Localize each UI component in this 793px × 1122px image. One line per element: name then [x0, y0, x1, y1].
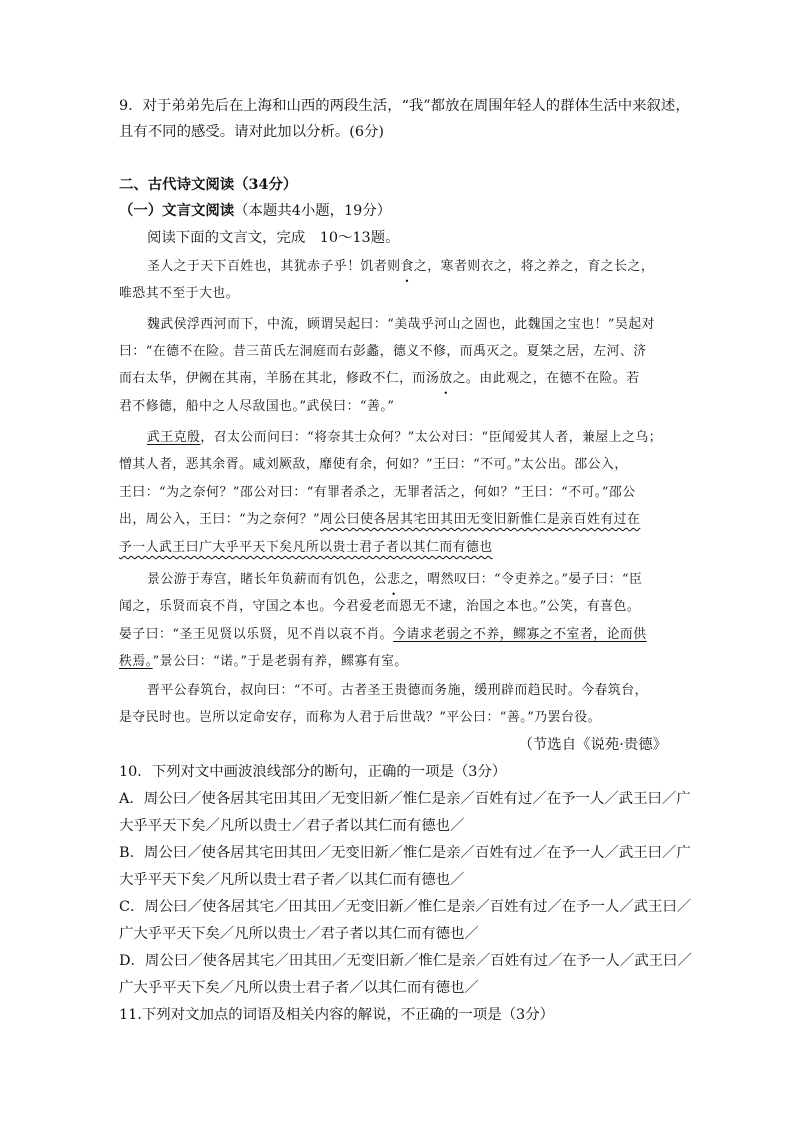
passage-text: 之。由此观之，在德不在险。若: [452, 371, 640, 386]
passage-line: 唯恐其不至于大也。: [119, 286, 240, 301]
passage-text: ”景公曰：“诺。”于是老弱有养，鳏寡有室。: [152, 654, 408, 669]
q10-option-c: 广大乎平天下矣／凡所以贵士／君子者以其仁而有德也／: [119, 926, 479, 942]
dotted-word-bei: 悲: [387, 572, 401, 587]
q10-stem: 10．下列对文中画波浪线部分的断句，正确的一项是（3分）: [119, 764, 507, 780]
passage-line: 王曰：“为之奈何？”邵公对曰：“有罪者杀之，无罪者活之，何如？”王曰：“不可。”邵公: [119, 485, 636, 500]
passage-line: [147, 428, 662, 448]
instruction: 阅读下面的文言文，完成 10～13题。: [147, 230, 400, 246]
passage-line: [119, 625, 647, 645]
passage-line: 闻之，乐贤而哀不肖，守国之本也。今君爱老而恩无不逮，治国之本也。”公笑，有喜色。: [119, 599, 641, 614]
passage-line: [119, 538, 493, 558]
q10-option-b: 大乎平天下矣／凡所以贵士君子者／以其仁而有德也／: [119, 872, 465, 888]
q10-option-c: C．周公曰／使各居其宅／田其田／无变旧新／惟仁是亲／百姓有过／在予一人／武王曰／: [119, 899, 692, 915]
passage-text: 圣人之于天下百姓也，其犹赤子乎！饥者则: [147, 259, 401, 274]
passage-line: 是夺民时也。岂所以定命安存，而称为人君于后世哉？”平公曰：“善。”乃罢台役。: [119, 710, 602, 725]
passage-text: 而右太华，伊阙在其南，羊肠在其北，修政不仁，而汤: [119, 371, 440, 386]
underlined-text: 今请求老弱之不养，鳏寡之不室者，论而供: [393, 627, 647, 642]
q9-line-2: 且有不同的感受。请对此加以分析。(6分): [119, 124, 385, 140]
passage-line: 晋平公春筑台，叔向曰：“不可。古者圣王贵德而务施，缓刑辟而趋民时。今春筑台，: [147, 683, 648, 698]
q10-option-a: A．周公曰／使各居其宅田其田／无变旧新／惟仁是亲／百姓有过／在予一人／武王曰／广: [119, 791, 691, 807]
passage-text: 之，喟然叹曰：“令吏养之。”晏子曰：“臣: [400, 572, 643, 587]
passage-text: 出，周公入，王曰：“为之奈何？”: [119, 512, 321, 527]
underlined-text: 武王克殷: [147, 430, 201, 445]
passage-text: 晏子曰：“圣王见贤以乐贤，见不肖以哀不肖。: [119, 627, 394, 642]
passage-line: [119, 369, 640, 389]
q10-option-a: 大乎平天下矣／凡所以贵士／君子者以其仁而有德也／: [119, 818, 465, 834]
passage-source: （节选自《说苑·贵德》: [518, 737, 667, 753]
q10-option-d: D．周公曰／使各居其宅／田其田／无变旧新／惟仁是亲／百姓有过／在予一人／武王曰／: [119, 953, 692, 969]
passage-text: 景公游于寿宫，睹长年负薪而有饥色，公: [147, 572, 388, 587]
dotted-word-fang: 放: [439, 371, 453, 386]
passage-line: [147, 257, 654, 277]
passage-line: 憎其人者，恶其余胥。咸刘厥敌，靡使有余，何如？”王曰：“不可。”太公出。邵公入，: [119, 457, 628, 472]
passage-text: ，召太公而问曰：“将奈其士众何？”太公对曰：“臣闻爱其人者，兼屋上之乌；: [200, 430, 663, 445]
passage-line: [119, 652, 408, 672]
wavy-underlined-text: 周公曰使各居其宅田其田无变旧新惟仁是亲百姓有过在: [320, 512, 641, 527]
dotted-word-shi: 食: [400, 259, 414, 274]
subsection-title-bold: （一）文言文阅读: [119, 202, 235, 219]
passage-line: 君不修德，船中之人尽敌国也。”武侯曰：“善。”: [119, 399, 395, 414]
q10-option-d: 广大乎平天下矣／凡所以贵士君子者／以其仁而有德也／: [119, 980, 479, 996]
wavy-underlined-text: 予一人武王曰广大乎平天下矣凡所以贵士君子者以其仁而有德也: [119, 540, 493, 555]
q11-stem: 11.下列对文加点的词语及相关内容的解说，不正确的一项是（3分）: [119, 1007, 554, 1023]
passage-line: 曰：“在德不在险。昔三苗氏左洞庭而右彭蠡，德义不修，而禹灭之。夏桀之居，左河、济: [119, 344, 647, 359]
section-title: 二、古代诗文阅读（34分）: [119, 176, 298, 193]
passage-line: [119, 510, 640, 530]
subsection-title-rest: （本题共4小题，19分）: [234, 203, 392, 219]
underlined-text: 秩焉。: [119, 654, 153, 669]
passage-line: 魏武侯浮西河而下，中流，顾谓吴起曰：“美哉乎河山之固也，此魏国之宝也！”吴起对: [147, 317, 656, 332]
passage-line: [147, 570, 642, 590]
subsection-title: [119, 201, 391, 221]
passage-text: 之，寒者则衣之，将之养之，育之长之，: [413, 259, 655, 274]
q10-option-b: B．周公曰／使各居其宅田其田／无变旧新／惟仁是亲／百姓有过／在予一人／武王曰／广: [119, 845, 691, 861]
q9-line-1: 9．对于弟弟先后在上海和山西的两段生活，“我”都放在周围年轻人的群体生活中来叙述，: [119, 98, 690, 114]
